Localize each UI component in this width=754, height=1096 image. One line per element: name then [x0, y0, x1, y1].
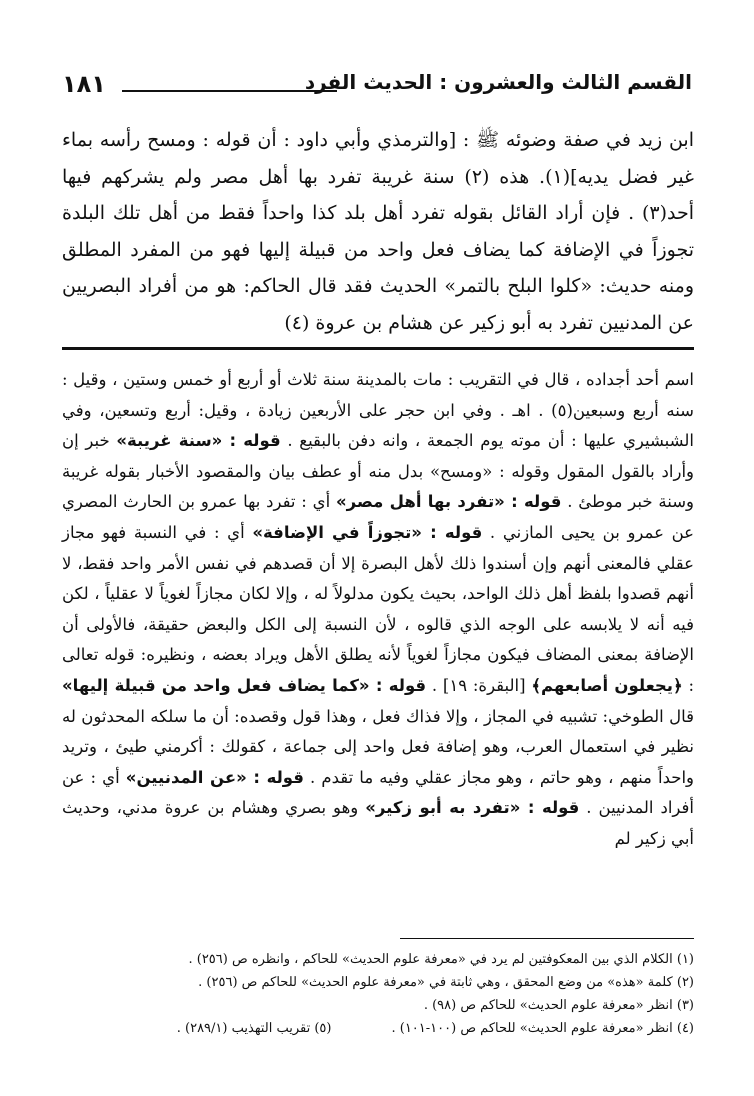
running-title: القسم الثالث والعشرون : الحديث الفرد [304, 70, 692, 94]
footnote-4: (٤) انظر «معرفة علوم الحديث» للحاكم ص (١٠٠-١٠١) . [391, 1021, 694, 1036]
commentary-text: أي : عن أفراد المدنيين . [62, 767, 694, 818]
commentary-lemma: قوله : «تجوزاً في الإضافة» [252, 522, 483, 542]
footnote-1: (١) الكلام الذي بين المعكوفتين لم يرد في «معرفة علوم الحديث» للحاكم ، وانظره ص (٢٥٦) . [188, 952, 694, 967]
commentary-text: أي : في النسبة فهو مجاز عقلي فالمعنى أنهم وإن أسندوا ذلك لأهل البصرة إلا أن قصدهم في نفس الأمر واحد فقط، لا أنهم قصدوا بلفظ أهل ذلك الواحد، بحيث يكون مدلولاً له ، وإلا لكان مجازاً لغوياً لا عقلياً ، لكن فيه أنه لا يلابسه على الوجه الذي قالوه ، لأن النسبة إلى الكل والبعض حقيقة، فالأولى أن الإضافة بمعنى المضاف فيكون مجازاً لغوياً لأنه يطلق الأهل ويراد بعضه ، ونظيره: قوله تعالى : [62, 522, 695, 695]
main-text-block [62, 122, 694, 341]
footnotes-block [62, 948, 694, 1040]
page-header [62, 70, 692, 110]
footnote-row-4-5 [62, 1017, 694, 1040]
commentary-lemma: ﴿يجعلون أصابعهم﴾ [531, 675, 683, 695]
commentary-text: اسم أحد أجداده ، قال في التقريب : مات بالمدينة سنة ثلاث أو أربع أو خمس وستين ، وقيل : سنه أربع وسبعين(٥) . اهـ . وفي ابن حجر على الأربعين زيادة ، وقيل: أربع وتسعين، وفي الشبشيري عليها : أن موته يوم الجمعة ، وانه دفن بالبقيع . [62, 370, 694, 451]
commentary-lemma: قوله : «كما يضاف فعل واحد من قبيلة إليها» [62, 675, 427, 695]
commentary-lemma: قوله : «تفرد به أبو زكير» [365, 798, 580, 818]
commentary-text: قال الطوخي: تشبيه في المجاز ، وإلا فذاك فعل ، وهذا قول وقصده: أن ما سلكه المحدثون له نظير في استعمال العرب، وهو إضافة فعل واحد إلى جماعة ، كقولك : أكرمني طيئ ، وتريد واحداً منهم ، وهو حاتم ، وهو مجاز عقلي وفيه ما تقدم . [62, 706, 694, 787]
footnote-rule [400, 938, 694, 939]
commentary-text: خبر إن وأراد بالقول المقول وقوله : «ومسح» بدل منه أو عطف بيان والمقصود الأخبار بقوله غريبة وسنة خبر موطئ . [62, 431, 695, 512]
page-number: ١٨١ [62, 70, 106, 98]
text-separator-rule [62, 347, 694, 350]
commentary-lemma: قوله : «عن المدنيين» [125, 767, 304, 787]
footnote-2: (٢) كلمة «هذه» من وضع المحقق ، وهي ثابتة في «معرفة علوم الحديث» للحاكم ص (٢٥٦) . [198, 975, 694, 990]
commentary-text: [البقرة: ١٩] . [426, 675, 532, 695]
footnote-5: (٥) تقريب التهذيب (٢٨٩/١) . [176, 1021, 332, 1036]
commentary-lemma: قوله : «تفرد بها أهل مصر» [335, 492, 562, 512]
commentary-block [62, 365, 694, 855]
commentary-text: وهو بصري وهشام بن عروة مدني، وحديث أبي زكير لم [62, 798, 694, 848]
main-paragraph: ابن زيد في صفة وضوئه ﷺ : [والترمذي وأبي داود : أن قوله : ومسح رأسه بماء غير فضل يديه](١). هذه (٢) سنة غريبة تفرد بها أهل مصر ولم يشركهم فيها أحد(٣) . فإن أراد القائل بقوله تفرد أهل بلد كذا واحداً فقط من أهل تلك البلدة تجوزاً في الإضافة كما يضاف فعل واحد من قبيلة إليها فهو من المفرد المطلق ومنه حديث: «كلوا البلح بالتمر» الحديث فقد قال الحاكم: هو من أفراد البصريين عن المدنيين تفرد به أبو زكير عن هشام بن عروة (٤) [62, 129, 694, 334]
commentary-text: أي : تفرد بها عمرو بن الحارث المصري عن عمرو بن يحيى المازني . [62, 492, 694, 542]
footnote-3: (٣) انظر «معرفة علوم الحديث» للحاكم ص (٩٨) . [423, 998, 694, 1013]
commentary-paragraph [62, 365, 694, 855]
commentary-lemma: قوله : «سنة غريبة» [116, 431, 281, 451]
